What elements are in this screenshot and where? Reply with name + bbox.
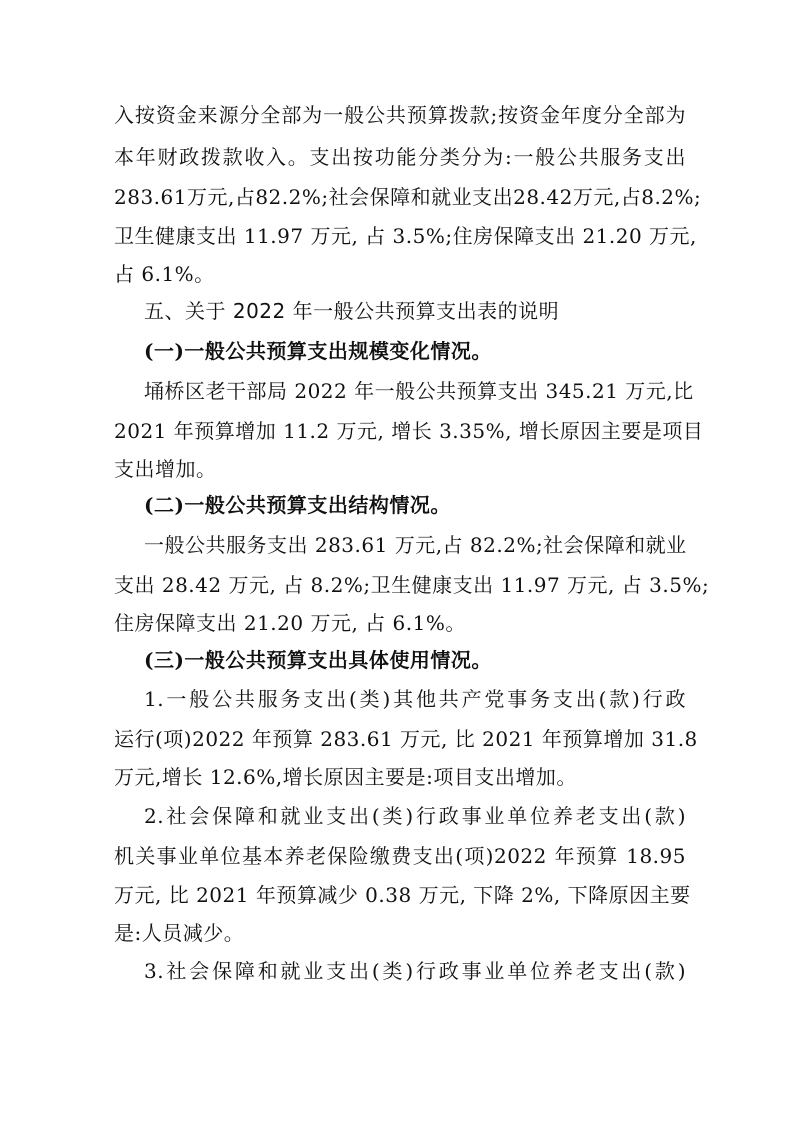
paragraph-line: 2.社会保障和就业支出(类)行政事业单位养老支出(款) <box>144 804 686 828</box>
paragraph-line: 占 6.1%。 <box>114 262 215 286</box>
paragraph-line: 3.社会保障和就业支出(类)行政事业单位养老支出(款) <box>144 959 686 983</box>
paragraph-line: 万元, 比 2021 年预算减少 0.38 万元, 下降 2%, 下降原因主要 <box>114 883 691 907</box>
subsection-heading: (一)一般公共预算支出规模变化情况。 <box>144 339 492 363</box>
paragraph-line: 2021 年预算增加 11.2 万元, 增长 3.35%, 增长原因主要是项目 <box>114 419 704 443</box>
paragraph-line: 万元,增长 12.6%,增长原因主要是:项目支出增加。 <box>114 765 577 789</box>
paragraph-line: 入按资金来源分全部为一般公共预算拨款;按资金年度分全部为 <box>114 103 686 127</box>
subsection-heading: (二)一般公共预算支出结构情况。 <box>144 493 451 517</box>
paragraph-line: 本年财政拨款收入。支出按功能分类分为:一般公共服务支出 <box>114 145 686 169</box>
paragraph-line: 卫生健康支出 11.97 万元, 占 3.5%;住房保障支出 21.20 万元, <box>114 224 697 248</box>
paragraph-line: 支出增加。 <box>114 457 217 481</box>
paragraph-line: 283.61万元,占82.2%;社会保障和就业支出28.42万元,占8.2%; <box>114 185 702 209</box>
subsection-heading: (三)一般公共预算支出具体使用情况。 <box>144 648 492 672</box>
paragraph-line: 住房保障支出 21.20 万元, 占 6.1%。 <box>114 611 466 635</box>
paragraph-line: 运行(项)2022 年预算 283.61 万元, 比 2021 年预算增加 31.8 <box>114 727 698 751</box>
paragraph-line: 1.一般公共服务支出(类)其他共产党事务支出(款)行政 <box>144 687 686 711</box>
paragraph-line: 是:人员减少。 <box>114 921 245 945</box>
paragraph-line: 支出 28.42 万元, 占 8.2%;卫生健康支出 11.97 万元, 占 3.5%; <box>114 573 710 597</box>
paragraph-line: 埇桥区老干部局 2022 年一般公共预算支出 345.21 万元,比 <box>144 379 694 403</box>
paragraph-line: 机关事业单位基本养老保险缴费支出(项)2022 年预算 18.95 <box>114 844 686 868</box>
paragraph-line: 一般公共服务支出 283.61 万元,占 82.2%;社会保障和就业 <box>144 533 687 557</box>
section-heading: 五、关于 2022 年一般公共预算支出表的说明 <box>144 299 560 323</box>
